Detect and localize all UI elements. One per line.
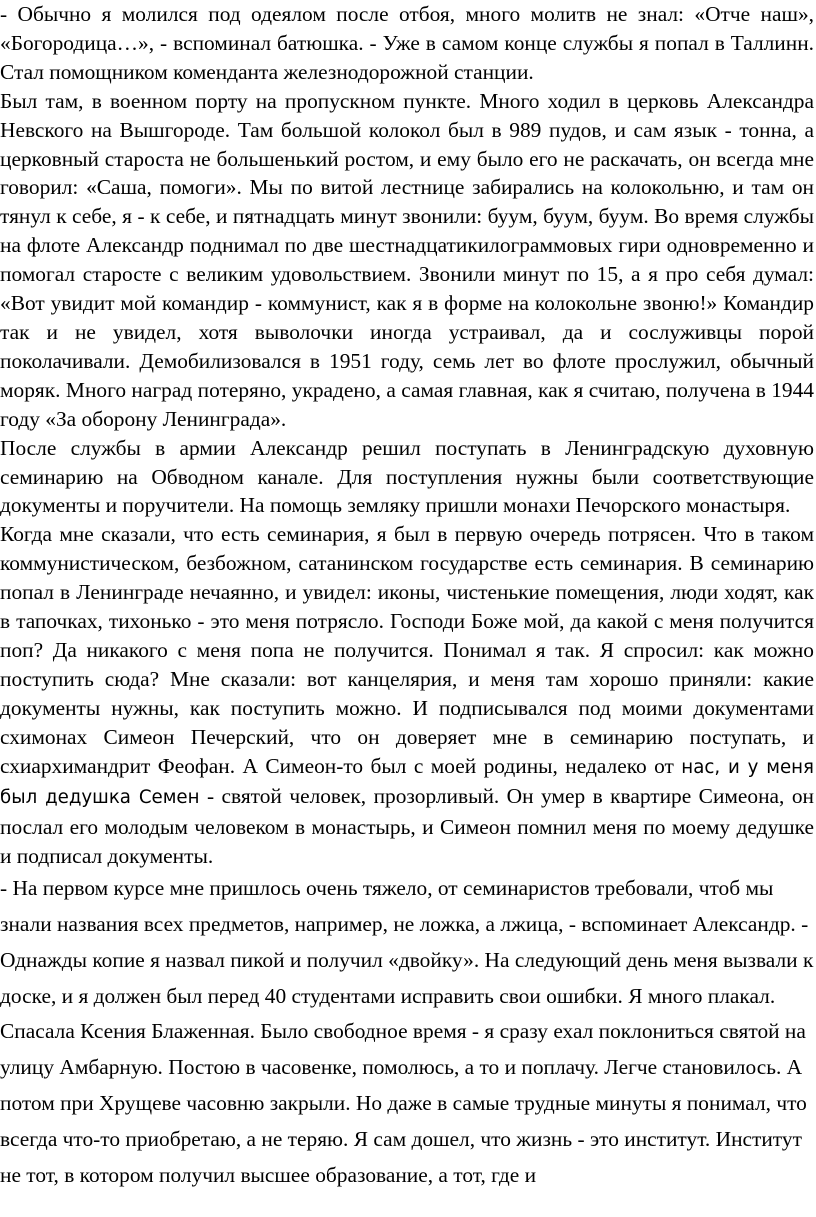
paragraph-4-tail: - святой человек, прозорливый. Он умер в квартире Симеона, он послал его молодым человеком в монастырь, и Симеон помнил меня по моему дедушке и подписал документы.: [0, 784, 814, 869]
paragraph-3: После службы в армии Александр решил поступать в Ленинградскую духовную семинарию на Обводном канале. Для поступления нужны были соответствующие документы и поручители. На помощь земляку пришли монахи Печорского монастыря.: [0, 435, 814, 518]
paragraph-1: - Обычно я молился под одеялом после отбоя, много молитв не знал: «Отче наш», «Богородица…», - вспоминал батюшка. - Уже в самом конце службы я попал в Таллинн. Стал помощником коменданта железнодорожной станции.: [0, 2, 814, 84]
paragraph-4-sans-fragment: нас, и у меня был дедушка Семен: [0, 756, 814, 809]
paragraph-4-text: Когда мне сказали, что есть семинария, я был в первую очередь потрясен. Что в таком коммунистическом, безбожном, сатанинском государстве есть семинария. В семинарию попал в Ленинграде нечаянно, и увидел: иконы, чистенькие помещения, люди ходят, как в тапочках, тихонько - это меня потрясло. Господи Боже мой, да какой с меня получится поп? Да никакого с меня попа не получится. Понимал я так. Я спросил: как можно поступить сюда? Мне сказали: вот канцелярия, и меня там хорошо приняли: какие документы нужны, как поступить можно. И подписывался под моими документами схимонах Симеон Печерский, что он доверяет мне в семинарию поступать, и схиархимандрит Феофан. А Симеон-то был с моей родины, недалеко от: [0, 522, 814, 778]
paragraph-5: - На первом курсе мне пришлось очень тяжело, от семинаристов требовали, чтоб мы знали названия всех предметов, например, не ложка, а лжица, - вспоминает Александр. - Однажды копие я назвал пикой и получил «двойку». На следующий день меня вызвали к доске, и я должен был перед 40 студентами исправить свои ошибки. Я много плакал. Спасала Ксения Блаженная. Было свободное время - я сразу ехал поклониться святой на улицу Амбарную. Постою в часовенке, помолюсь, а то и поплачу. Легче становилось. А потом при Хрущеве часовню закрыли. Но даже в самые трудные минуты я понимал, что всегда что-то приобретаю, а не теряю. Я сам дошел, что жизнь - это институт. Институт не тот, в котором получил высшее образование, а тот, где и: [0, 876, 814, 1187]
paragraph-4: [0, 520, 814, 871]
paragraph-2: Был там, в военном порту на пропускном пункте. Много ходил в церковь Александра Невского на Вышгороде. Там большой колокол был в 989 пудов, и сам язык - тонна, а церковный староста не большенький ростом, и ему было его не раскачать, он всегда мне говорил: «Саша, помоги». Мы по витой лестнице забирались на колокольню, и там он тянул к себе, я - к себе, и пятнадцать минут звонили: буум, буум, буум. Во время службы на флоте Александр поднимал по две шестнадцатикилограммовых гири одновременно и помогал старосте с великим удовольствием. Звонили минут по 15, а я про себя думал: «Вот увидит мой командир - коммунист, как я в форме на колокольне звоню!» Командир так и не увидел, хотя выволочки иногда устраивал, да и сослуживцы порой поколачивали. Демобилизовался в 1951 году, семь лет во флоте прослужил, обычный моряк. Много наград потеряно, украдено, а самая главная, как я считаю, получена в 1944 году «За оборону Ленинграда».: [0, 88, 814, 431]
